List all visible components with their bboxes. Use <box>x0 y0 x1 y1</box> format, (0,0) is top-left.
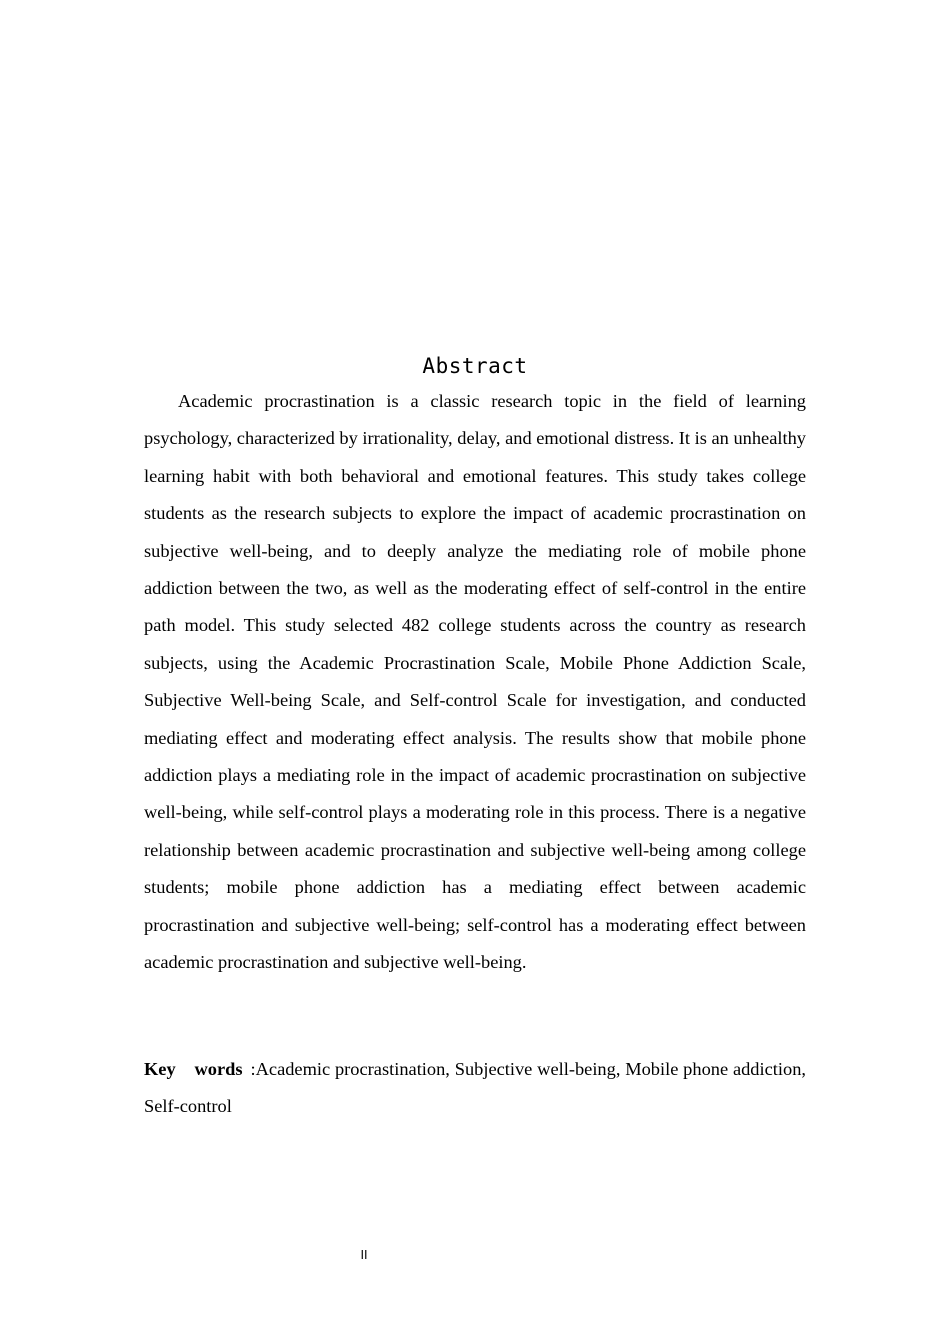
keywords-label: Key words <box>144 1059 243 1079</box>
abstract-body: Academic procrastination is a classic research topic in the field of learning psychology, characterized by irrationality, delay, and emotional distress. It is an unhealthy learning habit with both behavioral and emotional features. This study takes college students as the research subjects to explore the impact of academic procrastination on subjective well-being, and to deeply analyze the mediating role of mobile phone addiction between the two, as well as the moderating effect of self-control in the entire path model. This study selected 482 college students across the country as research subjects, using the Academic Procrastination Scale, Mobile Phone Addiction Scale, Subjective Well-being Scale, and Self-control Scale for investigation, and conducted mediating effect and moderating effect analysis. The results show that mobile phone addiction plays a mediating role in the impact of academic procrastination on subjective well-being, while self-control plays a moderating role in this process. There is a negative relationship between academic procrastination and subjective well-being among college students; mobile phone addiction has a mediating effect between academic procrastination and subjective well-being; self-control has a moderating effect between academic procrastination and subjective well-being. <box>144 391 806 973</box>
page-number: II <box>360 1248 368 1262</box>
abstract-title: Abstract <box>422 354 528 378</box>
keywords-paragraph <box>144 1051 806 1126</box>
keywords-text: :Academic procrastination, Subjective well-being, Mobile phone addiction, Self-control <box>144 1059 806 1117</box>
